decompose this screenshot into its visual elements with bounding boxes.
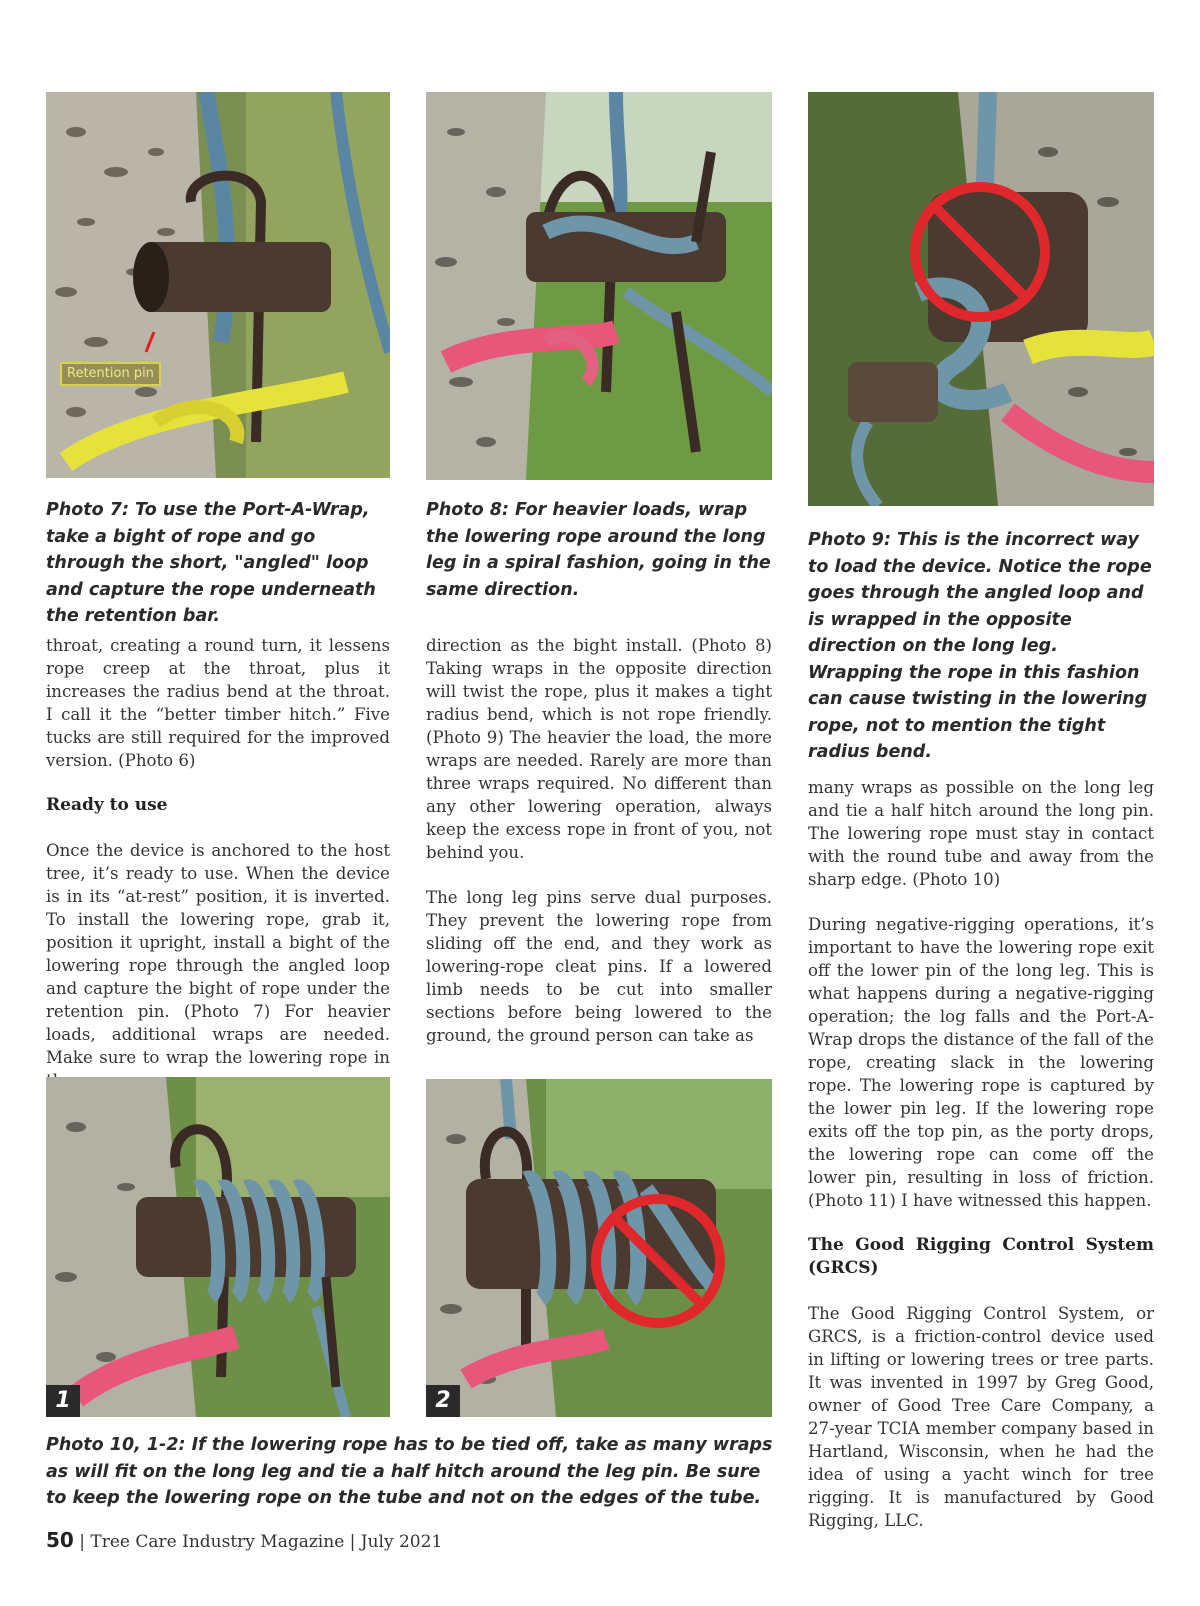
photo-10-1-image [46,1077,390,1417]
column-1 [46,634,390,1114]
photo-8-image [426,92,772,480]
photo-9-caption: Photo 9: This is the incorrect way to load the device. Notice the rope goes through the angled loop and is wrapped in the opposite direction on the long leg. Wrapping the rope in this fashion can cause twisting in the lowering rope, not to mention the tight radius bend. [808,530,1152,762]
photo-8 [426,92,772,480]
photo-10-1 [46,1077,390,1417]
col3-paragraph-1: many wraps as possible on the long leg and tie a half hitch around the long pin. The lowering rope must stay in contact with the round tube and away from the sharp edge. (Photo 10) [808,778,1154,889]
page-number: 50 [46,1528,74,1552]
col1-heading: Ready to use [46,795,168,815]
col3-paragraph-3: The Good Rigging Control System, or GRCS, is a friction-control device used in lifting or lowering trees or tree parts. It was invented in 1997 by Greg Good, owner of Good Tree Care Company, a 27-year TCIA member company based in Hartland, Wisconsin, when he had the idea of using a yacht winch for tree rigging. It is manufactured by Good Rigging, LLC. [808,1304,1154,1530]
photo-10-1-badge: 1 [46,1385,80,1417]
retention-pin-label: Retention pin [60,362,161,386]
photo-10-2-image [426,1079,772,1417]
photo-10-2 [426,1079,772,1417]
photo-10-2-badge: 2 [426,1385,460,1417]
col2-paragraph-1: direction as the bight install. (Photo 8) Taking wraps in the opposite direction will twist the rope, plus it makes a tight radius bend, which is not rope friendly. (Photo 9) The heavier the load, the more wraps are needed. Rarely are more than three wraps required. No different than any other lowering operation, always keep the excess rope in front of you, not behind you. [426,636,772,862]
col1-paragraph-1: throat, creating a round turn, it lessens rope creep at the throat, plus it increases the radius bend at the throat. I call it the “better timber hitch.” Five tucks are still required for the improved version. (Photo 6) [46,636,390,770]
photo-9 [808,92,1154,506]
col3-paragraph-2: During negative-rigging operations, it’s important to have the lowering rope exit off the lower pin of the long leg. This is what happens during a negative-rigging operation; the log falls and the Port-A-Wrap drops the distance of the fall of the rope, creating slack in the lowering rope. The lowering rope is captured by the lower pin leg. If the lowering rope exits off the top pin, as the porty drops, the lowering rope can come off the lower pin, resulting in loss of friction. (Photo 11) I have witnessed this happen. [808,915,1154,1210]
photo-10-caption: Photo 10, 1-2: If the lowering rope has to be tied off, take as many wraps as will fit on the long leg and tie a half hitch around the leg pin. Be sure to keep the lowering rope on the tube and not on the edges of the tube. [46,1435,773,1508]
footer-text: | Tree Care Industry Magazine | July 2021 [73,1532,443,1552]
photo-8-caption: Photo 8: For heavier loads, wrap the lowering rope around the long leg in a spiral fashion, going in the same direction. [426,500,771,600]
photo-9-image [808,92,1154,506]
col1-paragraph-2: Once the device is anchored to the host tree, it’s ready to use. When the device is in its “at-rest” position, it is inverted. To install the lowering rope, grab it, position it upright, install a bight of the lowering rope through the angled loop and capture the bight of rope under the retention pin. (Photo 7) For heavier loads, additional wraps are needed. Make sure to wrap the lowering rope in [46,841,390,1067]
col3-heading: The Good Rigging Control System (GRCS) [808,1235,1154,1278]
column-3 [808,776,1154,1554]
col2-paragraph-2: The long leg pins serve dual purposes. They prevent the lowering rope from sliding off the end, and they work as lowering-rope cleat pins. If a lowered limb needs to be cut into smaller sections before being lowered to the ground, the ground person can take as [426,888,772,1045]
column-2 [426,634,772,1069]
photo-7-caption: Photo 7: To use the Port-A-Wrap, take a bight of rope and go through the short, "angled" loop and capture the rope underneath the retention bar. [46,500,376,626]
photo-7 [46,92,390,478]
page-footer [46,1528,442,1552]
photo-7-image [46,92,390,478]
